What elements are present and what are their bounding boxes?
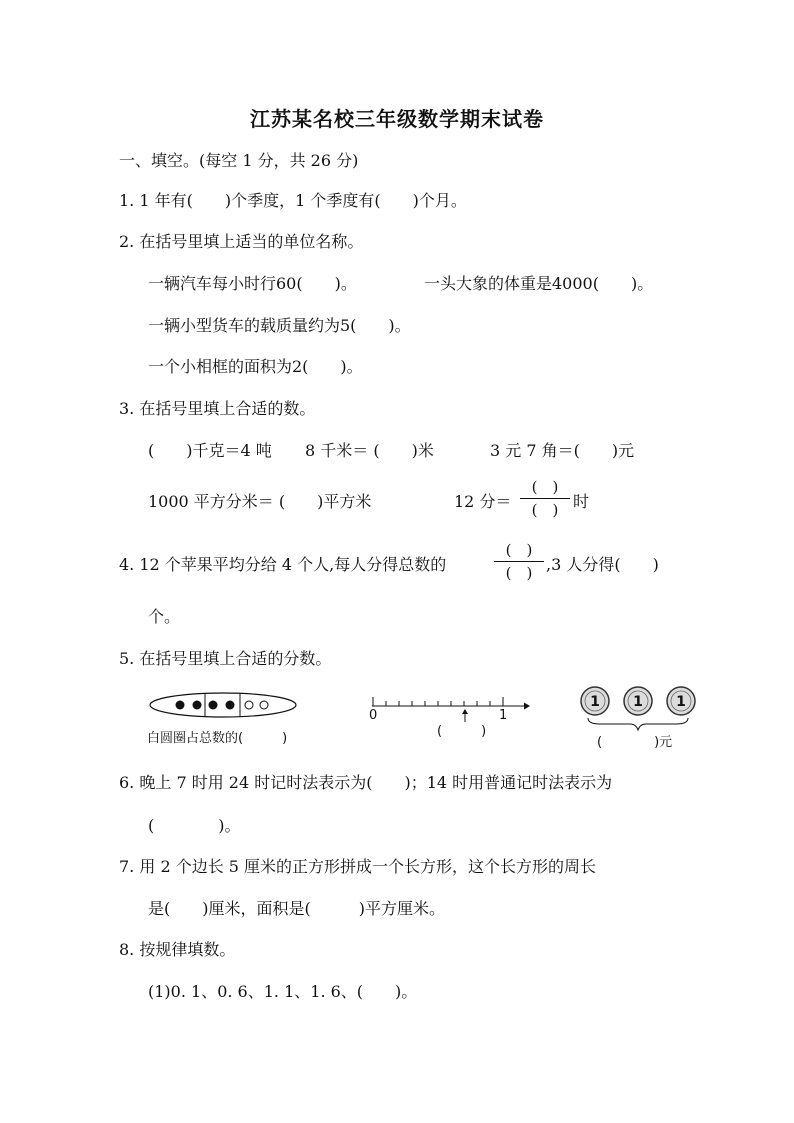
number-line-ticks	[373, 697, 503, 706]
question-7-line1: 7. 用 2 个边长 5 厘米的正方形拼成一个长方形，这个长方形的周长	[119, 857, 597, 876]
question-7-line2: 是( )厘米，面积是( )平方厘米。	[148, 899, 445, 918]
question-4-line2: 个。	[148, 607, 181, 626]
page-title: 江苏某名校三年级数学期末试卷	[250, 107, 544, 131]
figure-3-caption: ( )元	[597, 735, 673, 750]
coin-icon	[581, 687, 609, 715]
question-3e-fraction	[520, 478, 570, 519]
white-dot	[245, 701, 253, 709]
question-2-stem: 2. 在括号里填上适当的单位名称。	[119, 232, 364, 251]
up-arrow-icon	[460, 709, 470, 723]
section-heading: 一、填空。(每空 1 分，共 26 分)	[119, 151, 359, 170]
white-dot	[260, 701, 268, 709]
fraction-bar	[520, 498, 570, 499]
question-4-right: ,3 人分得( )	[546, 555, 659, 574]
svg-text:1: 1	[590, 694, 600, 710]
question-4-fraction	[494, 541, 544, 582]
curly-brace	[588, 718, 688, 730]
fraction-numerator: ( )	[505, 541, 533, 559]
number-line-blank: ( )	[437, 724, 487, 739]
oval-dots-figure	[148, 691, 298, 721]
question-2c: 一辆小型货车的载质量约为5( )。	[148, 316, 411, 335]
number-line	[366, 694, 536, 714]
coins-figure	[580, 686, 698, 736]
question-3d: 1000 平方分米＝ ( )平方米	[148, 492, 372, 511]
number-line-arrow	[524, 703, 530, 710]
question-2d: 一个小相框的面积为2( )。	[148, 357, 363, 376]
question-3a: ( )千克＝4 吨	[148, 441, 272, 460]
question-3e-left: 12 分＝	[454, 492, 512, 511]
question-8-stem: 8. 按规律填数。	[119, 940, 236, 959]
svg-text:1: 1	[676, 694, 686, 710]
fraction-denominator: ( )	[505, 564, 533, 582]
question-6-line1: 6. 晚上 7 时用 24 时记时法表示为( )；14 时用普通记时法表示为	[119, 773, 613, 792]
fraction-numerator: ( )	[531, 478, 559, 496]
question-6-line2: ( )。	[148, 816, 241, 835]
question-5-stem: 5. 在括号里填上合适的分数。	[119, 649, 332, 668]
fraction-bar	[494, 561, 544, 562]
coin-icon	[624, 687, 652, 715]
question-3-stem: 3. 在括号里填上合适的数。	[119, 399, 316, 418]
black-dot	[176, 701, 185, 710]
figure-1-caption: 白圆圈占总数的( )	[147, 731, 288, 746]
svg-text:1: 1	[633, 694, 643, 710]
black-dot	[209, 701, 218, 710]
question-1: 1. 1 年有( )个季度，1 个季度有( )个月。	[119, 191, 467, 210]
black-dot	[193, 701, 202, 710]
question-3b: 8 千米＝ ( )米	[305, 441, 434, 460]
fraction-denominator: ( )	[531, 501, 559, 519]
question-8a: (1)0. 1、0. 6、1. 1、1. 6、( )。	[148, 982, 418, 1001]
question-4-left: 4. 12 个苹果平均分给 4 个人,每人分得总数的	[119, 555, 447, 574]
question-3e-right: 时	[573, 492, 590, 511]
number-line-one: 1	[499, 708, 508, 723]
question-2b: 一头大象的体重是4000( )。	[424, 274, 654, 293]
coin-icon	[667, 687, 695, 715]
number-line-zero: 0	[369, 708, 378, 723]
question-3c: 3 元 7 角＝( )元	[490, 441, 635, 460]
oval-outline	[150, 693, 296, 717]
black-dot	[226, 701, 235, 710]
question-2a: 一辆汽车每小时行60( )。	[148, 274, 357, 293]
